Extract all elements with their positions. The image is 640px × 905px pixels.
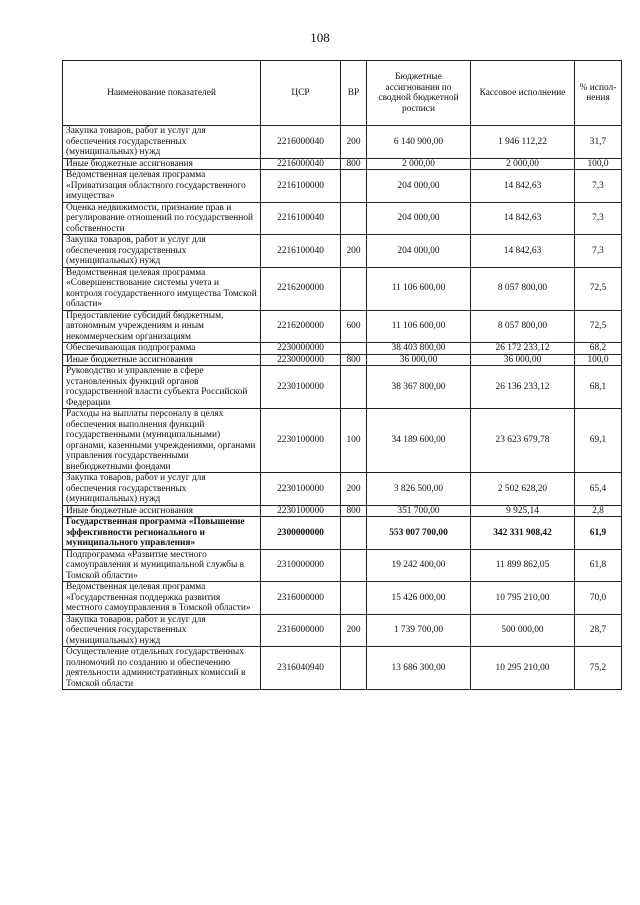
cell-budget: 351 700,00 <box>367 505 471 517</box>
cell-pct: 31,7 <box>575 126 622 159</box>
cell-csr: 2230100000 <box>261 505 341 517</box>
cell-name: Расходы на выплаты персоналу в целях обеспечения выполнения функций государственными (муниципальными) органами, казенными учреждениями, органами управления государственными внебюджетными фондами <box>63 409 261 473</box>
cell-vr <box>341 267 367 310</box>
table-row <box>63 614 622 647</box>
cell-vr: 200 <box>341 473 367 506</box>
cell-name: Оценка недвижимости, признание прав и регулирование отношений по государственной собственности <box>63 202 261 235</box>
cell-csr: 2316040940 <box>261 647 341 690</box>
cell-csr: 2230100000 <box>261 366 341 409</box>
table-row <box>63 409 622 473</box>
cell-vr: 800 <box>341 505 367 517</box>
cell-cash: 14 842,63 <box>471 202 575 235</box>
cell-csr: 2300000000 <box>261 517 341 550</box>
cell-name: Закупка товаров, работ и услуг для обеспечения государственных (муниципальных) нужд <box>63 235 261 268</box>
cell-budget: 204 000,00 <box>367 202 471 235</box>
cell-pct: 70,0 <box>575 582 622 615</box>
cell-name: Ведомственная целевая программа «Государственная поддержка развития местного самоуправления в Томской области» <box>63 582 261 615</box>
cell-csr: 2230100000 <box>261 409 341 473</box>
table-row <box>63 505 622 517</box>
cell-budget: 2 000,00 <box>367 158 471 170</box>
header-csr: ЦСР <box>261 61 341 126</box>
cell-vr: 200 <box>341 126 367 159</box>
cell-name: Обеспечивающая подпрограмма <box>63 343 261 355</box>
cell-vr <box>341 582 367 615</box>
cell-csr: 2316000000 <box>261 614 341 647</box>
cell-vr: 600 <box>341 310 367 343</box>
cell-cash: 26 136 233,12 <box>471 366 575 409</box>
cell-vr: 800 <box>341 354 367 366</box>
cell-name: Предоставление субсидий бюджетным, автономным учреждениям и иным некоммерческим организациям <box>63 310 261 343</box>
cell-cash: 36 000,00 <box>471 354 575 366</box>
cell-budget: 38 403 800,00 <box>367 343 471 355</box>
cell-csr: 2230000000 <box>261 343 341 355</box>
cell-pct: 61,9 <box>575 517 622 550</box>
cell-cash: 342 331 908,42 <box>471 517 575 550</box>
table-row <box>63 267 622 310</box>
cell-pct: 68,1 <box>575 366 622 409</box>
header-pct: % испол-нения <box>575 61 622 126</box>
cell-budget: 3 826 500,00 <box>367 473 471 506</box>
cell-cash: 8 057 800,00 <box>471 267 575 310</box>
cell-vr: 200 <box>341 235 367 268</box>
cell-pct: 7,3 <box>575 202 622 235</box>
cell-csr: 2216200000 <box>261 267 341 310</box>
cell-budget: 553 007 700,00 <box>367 517 471 550</box>
cell-pct: 69,1 <box>575 409 622 473</box>
cell-cash: 500 000,00 <box>471 614 575 647</box>
table-row <box>63 343 622 355</box>
table-row <box>63 473 622 506</box>
cell-vr <box>341 549 367 582</box>
cell-budget: 6 140 900,00 <box>367 126 471 159</box>
cell-name: Иные бюджетные ассигнования <box>63 505 261 517</box>
cell-vr <box>341 647 367 690</box>
budget-table <box>62 60 622 690</box>
cell-vr <box>341 517 367 550</box>
cell-csr: 2316000000 <box>261 582 341 615</box>
cell-csr: 2216000040 <box>261 158 341 170</box>
table-row <box>63 647 622 690</box>
cell-csr: 2216100000 <box>261 170 341 203</box>
cell-cash: 23 623 679,78 <box>471 409 575 473</box>
cell-vr: 200 <box>341 614 367 647</box>
table-row <box>63 170 622 203</box>
table-row <box>63 235 622 268</box>
cell-pct: 2,8 <box>575 505 622 517</box>
cell-pct: 72,5 <box>575 310 622 343</box>
cell-pct: 68,2 <box>575 343 622 355</box>
table-row <box>63 354 622 366</box>
header-budget: Бюджетные ассигнования по сводной бюджетной росписи <box>367 61 471 126</box>
cell-vr <box>341 170 367 203</box>
cell-vr <box>341 202 367 235</box>
cell-name: Государственная программа «Повышение эффективности регионального и муниципального управления» <box>63 517 261 550</box>
cell-name: Закупка товаров, работ и услуг для обеспечения государственных (муниципальных) нужд <box>63 126 261 159</box>
header-vr: ВР <box>341 61 367 126</box>
table-header-row <box>63 61 622 126</box>
cell-budget: 1 739 700,00 <box>367 614 471 647</box>
cell-cash: 11 899 862,05 <box>471 549 575 582</box>
table-row <box>63 366 622 409</box>
cell-name: Ведомственная целевая программа «Совершенствование системы учета и контроля государственного имущества Томской области» <box>63 267 261 310</box>
cell-vr: 100 <box>341 409 367 473</box>
cell-csr: 2216200000 <box>261 310 341 343</box>
cell-name: Ведомственная целевая программа «Приватизация областного государственного имущества» <box>63 170 261 203</box>
cell-cash: 2 000,00 <box>471 158 575 170</box>
cell-vr: 800 <box>341 158 367 170</box>
cell-vr <box>341 366 367 409</box>
cell-pct: 61,8 <box>575 549 622 582</box>
cell-cash: 14 842,63 <box>471 170 575 203</box>
cell-cash: 10 295 210,00 <box>471 647 575 690</box>
table-row <box>63 158 622 170</box>
cell-name: Закупка товаров, работ и услуг для обеспечения государственных (муниципальных) нужд <box>63 473 261 506</box>
table-row <box>63 582 622 615</box>
cell-budget: 13 686 300,00 <box>367 647 471 690</box>
cell-cash: 10 795 210,00 <box>471 582 575 615</box>
header-name: Наименование показателей <box>63 61 261 126</box>
cell-name: Осуществление отдельных государственных полномочий по созданию и обеспечению деятельности административных комиссий в Томской области <box>63 647 261 690</box>
cell-cash: 9 925,14 <box>471 505 575 517</box>
table-body <box>63 126 622 690</box>
cell-csr: 2216000040 <box>261 126 341 159</box>
cell-pct: 72,5 <box>575 267 622 310</box>
page-number: 108 <box>310 30 330 45</box>
cell-cash: 2 502 628,20 <box>471 473 575 506</box>
cell-budget: 11 106 600,00 <box>367 310 471 343</box>
table-row <box>63 126 622 159</box>
cell-pct: 7,3 <box>575 235 622 268</box>
cell-cash: 26 172 233,12 <box>471 343 575 355</box>
cell-csr: 2216100040 <box>261 235 341 268</box>
cell-name: Иные бюджетные ассигнования <box>63 158 261 170</box>
table-row <box>63 310 622 343</box>
cell-budget: 19 242 400,00 <box>367 549 471 582</box>
cell-pct: 100,0 <box>575 354 622 366</box>
cell-name: Подпрограмма «Развитие местного самоуправления и муниципальной службы в Томской области» <box>63 549 261 582</box>
table-row <box>63 549 622 582</box>
cell-budget: 11 106 600,00 <box>367 267 471 310</box>
cell-name: Иные бюджетные ассигнования <box>63 354 261 366</box>
cell-vr <box>341 343 367 355</box>
cell-cash: 14 842,63 <box>471 235 575 268</box>
cell-csr: 2230000000 <box>261 354 341 366</box>
cell-budget: 204 000,00 <box>367 170 471 203</box>
table-row <box>63 202 622 235</box>
cell-pct: 100,0 <box>575 158 622 170</box>
cell-pct: 7,3 <box>575 170 622 203</box>
cell-pct: 65,4 <box>575 473 622 506</box>
cell-csr: 2216100040 <box>261 202 341 235</box>
cell-pct: 28,7 <box>575 614 622 647</box>
cell-cash: 1 946 112,22 <box>471 126 575 159</box>
cell-budget: 34 189 600,00 <box>367 409 471 473</box>
cell-budget: 38 367 800,00 <box>367 366 471 409</box>
cell-cash: 8 057 800,00 <box>471 310 575 343</box>
cell-name: Закупка товаров, работ и услуг для обеспечения государственных (муниципальных) нужд <box>63 614 261 647</box>
cell-csr: 2310000000 <box>261 549 341 582</box>
header-cash: Кассовое исполнение <box>471 61 575 126</box>
table-row <box>63 517 622 550</box>
cell-pct: 75,2 <box>575 647 622 690</box>
cell-budget: 15 426 000,00 <box>367 582 471 615</box>
cell-budget: 36 000,00 <box>367 354 471 366</box>
cell-name: Руководство и управление в сфере установленных функций органов государственной власти субъекта Российской Федерации <box>63 366 261 409</box>
cell-csr: 2230100000 <box>261 473 341 506</box>
cell-budget: 204 000,00 <box>367 235 471 268</box>
